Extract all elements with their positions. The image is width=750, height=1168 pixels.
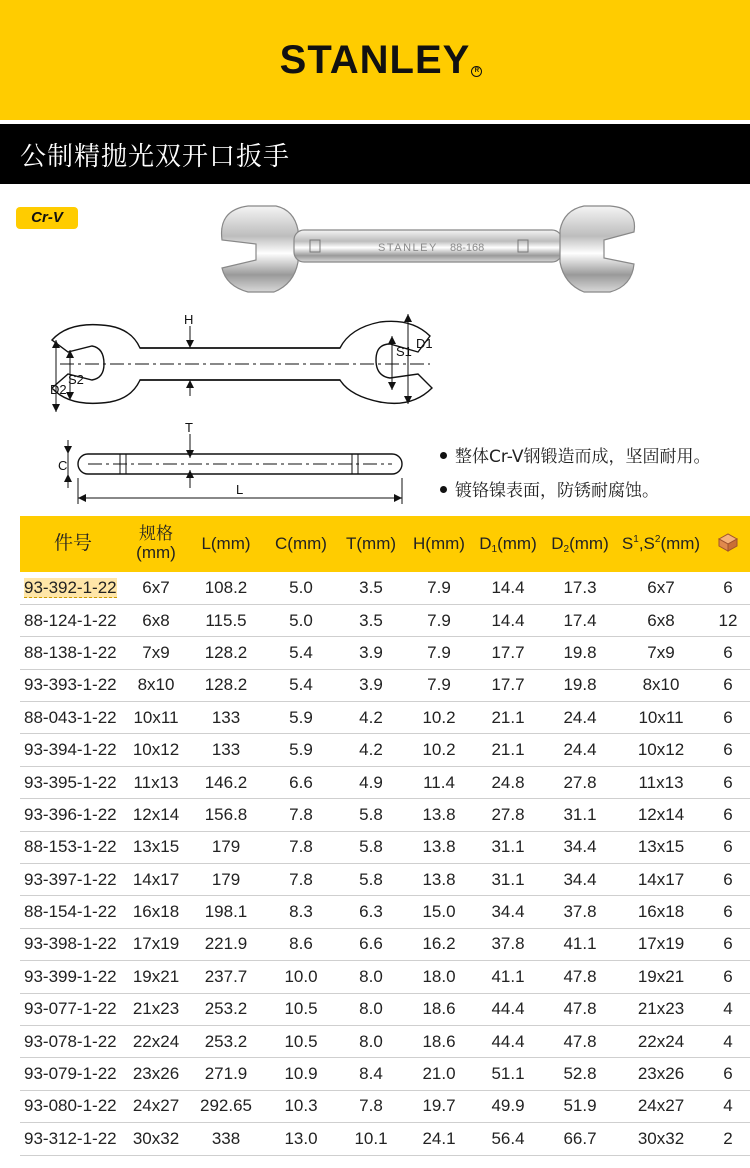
material-badge: Cr-V (16, 207, 78, 229)
cell-thickness-t: 3.9 (359, 642, 383, 662)
cell-length: 146.2 (204, 772, 248, 792)
cell-size: 19x21 (132, 966, 180, 986)
header-d2-sub: 2 (563, 543, 570, 555)
header-c: C(mm) (275, 533, 327, 553)
cell-part-number (20, 993, 126, 1025)
part-number-text: 93-397-1-22 (24, 869, 117, 889)
cell-size: 21x23 (132, 999, 180, 1019)
cell-shaft-width: 18.6 (422, 1031, 456, 1051)
cell-opening-size: 7x9 (647, 642, 675, 662)
cell-head-width-d1: 24.8 (491, 772, 525, 792)
cell-part-number (20, 734, 126, 766)
cell-shaft-width: 7.9 (427, 610, 451, 630)
cell-thickness-c: 10.3 (284, 1096, 318, 1116)
header-h: H(mm) (413, 533, 465, 553)
header-part-number: 件号 (53, 532, 92, 554)
part-number-text: 93-394-1-22 (24, 740, 117, 760)
cell-thickness-c: 7.8 (289, 804, 313, 824)
photo-stamp-brand: STANLEY (378, 242, 438, 254)
cell-opening-size: 6x8 (647, 610, 675, 630)
cell-thickness-c: 8.6 (289, 934, 313, 954)
cell-shaft-width: 18.0 (422, 966, 456, 986)
cell-thickness-c: 10.9 (284, 1064, 318, 1084)
cell-length: 115.5 (205, 610, 247, 630)
cell-thickness-t: 4.9 (359, 772, 383, 792)
header-size (126, 516, 186, 572)
header-d1 (472, 516, 544, 572)
cell-thickness-t: 6.3 (359, 902, 383, 922)
cell-head-width-d2: 47.8 (563, 966, 597, 986)
cell-pack-qty: 6 (723, 675, 733, 695)
header-s-mid: ,S (638, 533, 655, 553)
cell-part-number (20, 864, 126, 896)
cell-shaft-width: 24.1 (422, 1128, 456, 1148)
cell-thickness-c: 10.0 (284, 966, 318, 986)
part-number-text: 93-078-1-22 (24, 1031, 117, 1051)
cell-head-width-d2: 17.4 (563, 610, 597, 630)
cell-pack-qty: 6 (723, 934, 733, 954)
cell-head-width-d2: 52.8 (563, 1064, 597, 1084)
label-s2: S2 (68, 372, 84, 387)
cell-head-width-d2: 17.3 (563, 577, 597, 597)
cell-part-number (20, 831, 126, 863)
table-row (20, 1058, 750, 1090)
cell-pack-qty: 2 (723, 1128, 733, 1148)
label-t: T (185, 420, 193, 435)
cell-thickness-c: 5.0 (289, 577, 313, 597)
label-d1: D1 (416, 336, 433, 351)
cell-size: 23x26 (132, 1064, 180, 1084)
cell-size: 6x7 (142, 577, 170, 597)
cell-pack-qty: 6 (723, 577, 733, 597)
part-number-text: 93-395-1-22 (24, 772, 117, 792)
header-d1-sub: 1 (491, 543, 498, 555)
part-number-text: 93-312-1-22 (24, 1128, 117, 1148)
part-number-text: 88-043-1-22 (24, 707, 117, 727)
header-size-line2: (mm) (136, 543, 176, 562)
cell-thickness-t: 3.9 (359, 675, 383, 695)
cell-shaft-width: 19.7 (422, 1096, 456, 1116)
cell-head-width-d1: 44.4 (491, 999, 525, 1019)
cell-head-width-d1: 21.1 (491, 740, 525, 760)
cell-part-number (20, 702, 126, 734)
table-row (20, 734, 750, 766)
cell-part-number (20, 961, 126, 993)
label-h: H (184, 312, 194, 327)
cell-head-width-d2: 19.8 (563, 642, 597, 662)
table-row (20, 1123, 750, 1155)
cell-size: 10x12 (132, 740, 180, 760)
header-s-unit: (mm) (660, 533, 701, 553)
cell-shaft-width: 11.4 (423, 772, 455, 792)
cell-opening-size: 13x15 (637, 837, 685, 857)
header-d2-unit: (mm) (569, 533, 609, 553)
cell-head-width-d2: 24.4 (563, 740, 597, 760)
feature-text: 整体Cr-V钢锻造而成，坚固耐用。 (455, 447, 711, 467)
cell-head-width-d2: 24.4 (563, 707, 597, 727)
brand-header (0, 0, 750, 120)
cell-pack-qty: 4 (723, 999, 733, 1019)
part-number-text: 93-392-1-22 (24, 577, 117, 597)
registered-mark-icon: R (471, 66, 482, 77)
label-l: L (236, 482, 244, 497)
part-number-text: 93-398-1-22 (24, 934, 117, 954)
cell-pack-qty: 6 (723, 707, 733, 727)
feature-text: 镀铬镍表面，防锈耐腐蚀。 (455, 481, 659, 501)
cell-thickness-t: 5.8 (359, 804, 383, 824)
cell-length: 128.2 (204, 642, 248, 662)
cell-opening-size: 10x12 (637, 740, 685, 760)
spec-table (20, 516, 750, 1156)
cell-head-width-d1: 44.4 (491, 1031, 525, 1051)
cell-head-width-d2: 41.1 (563, 934, 597, 954)
cell-thickness-t: 4.2 (359, 740, 383, 760)
bullet-icon (440, 486, 447, 493)
cell-thickness-c: 5.0 (289, 610, 313, 630)
cell-opening-size: 12x14 (637, 804, 685, 824)
cell-head-width-d1: 17.7 (491, 675, 525, 695)
cell-pack-qty: 4 (723, 1096, 733, 1116)
cell-pack-qty: 4 (723, 1031, 733, 1051)
cell-head-width-d1: 31.1 (491, 837, 525, 857)
cell-length: 198.1 (204, 902, 248, 922)
cell-head-width-d1: 37.8 (491, 934, 525, 954)
cell-head-width-d1: 17.7 (491, 642, 525, 662)
cell-shaft-width: 13.8 (422, 869, 456, 889)
cell-opening-size: 8x10 (642, 675, 680, 695)
table-row (20, 604, 750, 636)
table-row (20, 637, 750, 669)
label-c: C (58, 458, 68, 473)
cell-size: 7x9 (142, 642, 170, 662)
cell-pack-qty: 6 (723, 902, 733, 922)
cell-shaft-width: 16.2 (422, 934, 456, 954)
cell-head-width-d2: 19.8 (563, 675, 597, 695)
cell-opening-size: 10x11 (638, 707, 684, 727)
cell-thickness-t: 8.0 (359, 1031, 383, 1051)
cell-shaft-width: 13.8 (422, 804, 456, 824)
cell-shaft-width: 15.0 (422, 902, 456, 922)
cell-part-number (20, 799, 126, 831)
cell-pack-qty: 6 (723, 1064, 733, 1084)
part-number-text: 93-396-1-22 (24, 804, 117, 824)
cell-part-number (20, 572, 126, 604)
table-row (20, 669, 750, 701)
cell-head-width-d2: 51.9 (563, 1096, 597, 1116)
cell-pack-qty: 6 (723, 804, 733, 824)
cell-size: 30x32 (132, 1128, 180, 1148)
cell-length: 133 (211, 707, 241, 727)
feature-item (440, 440, 711, 474)
spec-table-header (20, 516, 750, 572)
part-number-text: 88-153-1-22 (24, 837, 117, 857)
bullet-icon (440, 452, 447, 459)
cell-pack-qty: 6 (723, 869, 733, 889)
cell-opening-size: 23x26 (637, 1064, 685, 1084)
header-d2-letter: D (551, 533, 564, 553)
cell-part-number (20, 1090, 126, 1122)
table-row (20, 799, 750, 831)
cell-head-width-d2: 34.4 (563, 869, 597, 889)
cell-head-width-d2: 31.1 (563, 804, 597, 824)
cell-size: 16x18 (132, 902, 180, 922)
cell-length: 179 (211, 869, 241, 889)
cell-shaft-width: 10.2 (422, 740, 456, 760)
box-icon (717, 532, 739, 552)
cell-thickness-t: 5.8 (359, 837, 383, 857)
part-number-text: 93-393-1-22 (24, 675, 117, 695)
cell-thickness-t: 8.4 (359, 1064, 383, 1084)
part-number-text: 93-079-1-22 (24, 1064, 117, 1084)
cell-part-number (20, 604, 126, 636)
cell-pack-qty: 6 (723, 740, 733, 760)
cell-opening-size: 6x7 (647, 577, 675, 597)
cell-pack-qty: 6 (723, 772, 733, 792)
cell-opening-size: 21x23 (637, 999, 685, 1019)
table-row (20, 831, 750, 863)
cell-head-width-d1: 27.8 (491, 804, 525, 824)
cell-thickness-c: 8.3 (289, 902, 313, 922)
cell-head-width-d2: 47.8 (563, 999, 597, 1019)
cell-head-width-d1: 41.1 (491, 966, 525, 986)
cell-length: 271.9 (204, 1064, 248, 1084)
cell-size: 17x19 (132, 934, 180, 954)
photo-stamp-code: 88-168 (450, 242, 485, 254)
cell-opening-size: 14x17 (637, 869, 685, 889)
product-title: 公制精抛光双开口扳手 (20, 141, 291, 172)
table-row (20, 1090, 750, 1122)
header-d1-letter: D (479, 533, 492, 553)
cell-opening-size: 22x24 (637, 1031, 685, 1051)
cell-head-width-d1: 14.4 (491, 577, 525, 597)
cell-shaft-width: 7.9 (427, 675, 451, 695)
brand-logo (279, 37, 480, 83)
cell-thickness-t: 8.0 (359, 999, 383, 1019)
cell-thickness-t: 3.5 (359, 577, 383, 597)
cell-pack-qty: 6 (723, 966, 733, 986)
header-s-letter: S (621, 533, 634, 553)
cell-part-number (20, 637, 126, 669)
feature-list (440, 440, 711, 508)
dimension-diagram (40, 300, 440, 510)
cell-head-width-d1: 56.4 (491, 1128, 525, 1148)
cell-thickness-t: 4.2 (359, 707, 383, 727)
header-s-sup2: 2 (654, 533, 661, 545)
cell-opening-size: 16x18 (637, 902, 685, 922)
table-row (20, 864, 750, 896)
cell-length: 179 (211, 837, 241, 857)
cell-length: 108.2 (204, 577, 248, 597)
cell-shaft-width: 7.9 (427, 577, 451, 597)
cell-thickness-c: 13.0 (284, 1128, 318, 1148)
cell-thickness-t: 3.5 (359, 610, 383, 630)
cell-size: 22x24 (132, 1031, 180, 1051)
cell-head-width-d1: 14.4 (491, 610, 525, 630)
cell-thickness-t: 6.6 (359, 934, 383, 954)
cell-length: 253.2 (204, 999, 248, 1019)
cell-head-width-d1: 34.4 (491, 902, 525, 922)
cell-length: 156.8 (204, 804, 248, 824)
cell-head-width-d2: 27.8 (563, 772, 597, 792)
cell-head-width-d1: 49.9 (491, 1096, 525, 1116)
header-l: L(mm) (201, 533, 251, 553)
cell-thickness-c: 6.6 (289, 772, 313, 792)
cell-shaft-width: 10.2 (422, 707, 456, 727)
cell-part-number (20, 1123, 126, 1155)
header-d2 (544, 516, 616, 572)
table-row (20, 896, 750, 928)
cell-size: 10x11 (133, 707, 179, 727)
cell-thickness-t: 5.8 (359, 869, 383, 889)
table-row (20, 572, 750, 604)
cell-head-width-d2: 66.7 (563, 1128, 597, 1148)
wrench-photo (218, 200, 638, 300)
cell-thickness-c: 5.4 (289, 642, 313, 662)
cell-thickness-c: 7.8 (289, 837, 313, 857)
cell-head-width-d2: 34.4 (563, 837, 597, 857)
cell-length: 237.7 (204, 966, 248, 986)
brand-name: STANLEY (279, 37, 471, 82)
cell-head-width-d1: 21.1 (491, 707, 525, 727)
header-d1-unit: (mm) (497, 533, 537, 553)
cell-size: 8x10 (137, 675, 175, 695)
part-number-text: 93-077-1-22 (24, 999, 117, 1019)
header-t: T(mm) (345, 533, 397, 553)
cell-head-width-d1: 51.1 (491, 1064, 525, 1084)
cell-part-number (20, 1025, 126, 1057)
cell-length: 253.2 (204, 1031, 248, 1051)
table-row (20, 993, 750, 1025)
cell-opening-size: 30x32 (637, 1128, 685, 1148)
cell-thickness-c: 5.9 (289, 707, 313, 727)
cell-pack-qty: 12 (718, 610, 738, 630)
cell-opening-size: 24x27 (637, 1096, 685, 1116)
cell-head-width-d2: 47.8 (563, 1031, 597, 1051)
label-s1: S1 (396, 344, 412, 359)
table-row (20, 1025, 750, 1057)
table-row (20, 928, 750, 960)
cell-shaft-width: 13.8 (422, 837, 456, 857)
cell-thickness-c: 10.5 (284, 1031, 318, 1051)
part-number-text: 93-080-1-22 (24, 1096, 117, 1116)
cell-size: 14x17 (132, 869, 180, 889)
cell-shaft-width: 18.6 (422, 999, 456, 1019)
part-number-text: 88-138-1-22 (24, 642, 117, 662)
spec-table-body (20, 572, 750, 1155)
cell-length: 292.65 (200, 1096, 252, 1116)
header-pack (706, 516, 750, 572)
cell-opening-size: 11x13 (638, 772, 684, 792)
cell-size: 11x13 (133, 772, 179, 792)
cell-length: 133 (211, 740, 241, 760)
header-size-line1: 规格 (139, 524, 173, 544)
cell-length: 128.2 (204, 675, 248, 695)
cell-size: 24x27 (132, 1096, 180, 1116)
product-title-bar (0, 124, 750, 184)
cell-opening-size: 17x19 (637, 934, 685, 954)
part-number-text: 88-154-1-22 (24, 902, 117, 922)
cell-thickness-c: 5.4 (289, 675, 313, 695)
header-s-sup1: 1 (633, 533, 639, 545)
cell-size: 6x8 (142, 610, 170, 630)
table-row (20, 961, 750, 993)
header-s (616, 516, 706, 572)
cell-part-number (20, 669, 126, 701)
cell-part-number (20, 928, 126, 960)
cell-part-number (20, 766, 126, 798)
cell-head-width-d1: 31.1 (491, 869, 525, 889)
part-number-text: 93-399-1-22 (24, 966, 117, 986)
feature-item (440, 474, 711, 508)
cell-opening-size: 19x21 (637, 966, 685, 986)
cell-length: 221.9 (204, 934, 248, 954)
cell-head-width-d2: 37.8 (563, 902, 597, 922)
part-number-text: 88-124-1-22 (24, 610, 117, 630)
cell-part-number (20, 1058, 126, 1090)
cell-pack-qty: 6 (723, 642, 733, 662)
table-row (20, 766, 750, 798)
cell-pack-qty: 6 (723, 837, 733, 857)
cell-part-number (20, 896, 126, 928)
cell-size: 13x15 (132, 837, 180, 857)
cell-thickness-t: 8.0 (359, 966, 383, 986)
cell-thickness-c: 5.9 (289, 740, 313, 760)
cell-shaft-width: 21.0 (422, 1064, 456, 1084)
cell-thickness-t: 10.1 (354, 1128, 388, 1148)
cell-size: 12x14 (132, 804, 180, 824)
cell-thickness-c: 10.5 (284, 999, 318, 1019)
cell-thickness-c: 7.8 (289, 869, 313, 889)
label-d2: D2 (50, 382, 67, 397)
cell-length: 338 (211, 1128, 241, 1148)
table-row (20, 702, 750, 734)
cell-thickness-t: 7.8 (359, 1096, 383, 1116)
cell-shaft-width: 7.9 (427, 642, 451, 662)
